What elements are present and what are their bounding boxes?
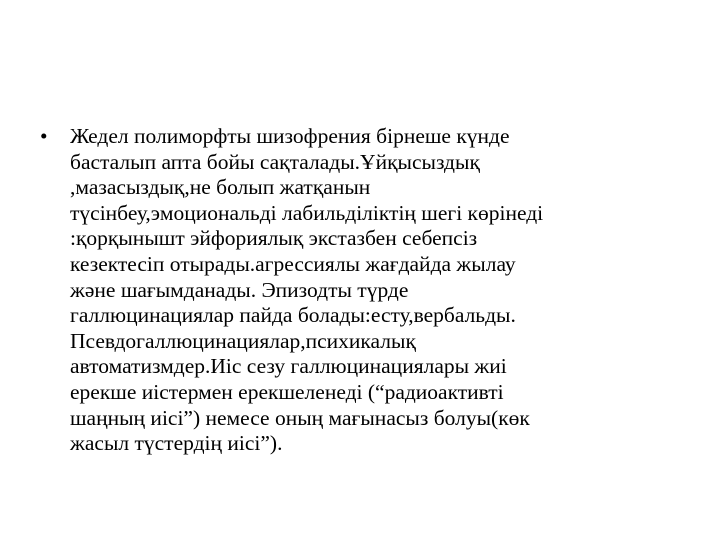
text-line-12: шаңның иісі”) немесе оның мағынасыз болуы(көк [70,405,530,430]
text-line-6: кезектесіп отырады.агрессиялы жағдайда жылау [70,251,516,276]
text-line-9: Псевдогаллюцинациялар,психикалық [70,328,416,353]
bullet-item [40,124,690,457]
text-line-2: басталып апта бойы сақталады.Ұйқысыздық [70,149,480,174]
text-line-11: ерекше иістермен ерекшеленеді (“радиоактивті [70,379,504,404]
text-line-5: :қорқынышт эйфориялық экстазбен себепсіз [70,226,478,251]
text-line-13: жасыл түстердің иісі”). [70,431,283,456]
text-line-1: Жедел полиморфты шизофрения бірнеше күнде [70,124,510,148]
text-line-7: және шағымданады. Эпизодты түрде [70,277,409,302]
bullet-marker: • [40,124,48,148]
bullet-list [40,124,690,457]
text-line-8: галлюцинациялар пайда болады:есту,вербальды. [70,303,516,328]
text-line-3: ,мазасыздық,не болып жатқанын [70,175,371,200]
text-line-4: түсінбеу,эмоциональді лабильділіктің шегі көрінеді [70,200,544,225]
text-line-10: автоматизмдер.Иіс сезу галлюцинациялары жиі [70,354,507,379]
